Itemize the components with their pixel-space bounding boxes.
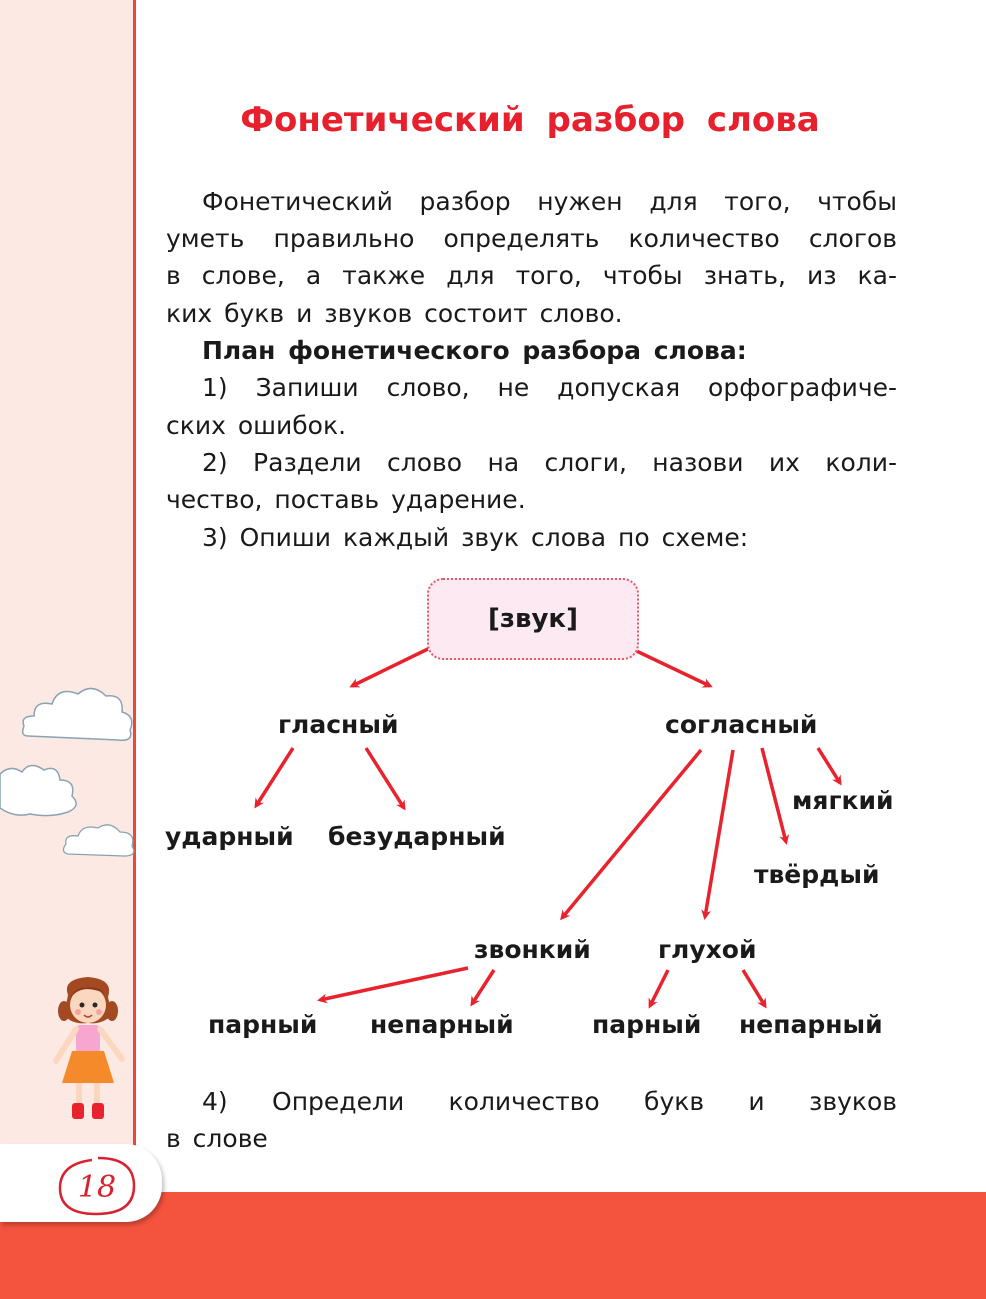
step-4-line-2: в слове xyxy=(166,1124,268,1153)
step-1-line-2: ских ошибок. xyxy=(166,411,347,440)
arrow-icon xyxy=(762,748,786,842)
page-number: 18 xyxy=(77,1169,117,1205)
voiced-paired-node: парный xyxy=(208,1010,318,1039)
intro-line-2: уметь правильно определять количество слогов xyxy=(166,224,897,253)
arrow-icon xyxy=(743,970,765,1006)
voiceless-unpaired-node: непарный xyxy=(739,1010,883,1039)
arrow-icon xyxy=(352,647,432,686)
step-3-line: 3) Опиши каждый звук слова по схеме: xyxy=(202,523,749,552)
voiceless-node: глухой xyxy=(658,935,757,964)
voiced-node: звонкий xyxy=(474,935,591,964)
consonant-node: согласный xyxy=(665,710,818,739)
plan-heading: План фонетического разбора слова: xyxy=(202,336,747,365)
arrow-icon xyxy=(650,970,668,1006)
step-4-line-1: 4) Определи количество букв и звуков xyxy=(202,1087,897,1116)
page-title: Фонетический разбор слова xyxy=(240,100,820,140)
step-1-line-1: 1) Запиши слово, не допуская орфографиче- xyxy=(202,373,897,402)
intro-line-1: Фонетический разбор нужен для того, чтобы xyxy=(202,187,897,216)
arrow-icon xyxy=(562,750,701,918)
arrow-icon xyxy=(705,750,733,917)
vowel-node: гласный xyxy=(278,710,399,739)
arrow-icon xyxy=(366,748,404,808)
arrow-icon xyxy=(818,748,840,783)
unstressed-node: безударный xyxy=(328,822,506,851)
arrow-icon xyxy=(628,647,710,686)
soft-node: мягкий xyxy=(792,786,894,815)
step-2-line-2: чество, поставь ударение. xyxy=(166,485,526,514)
stressed-node: ударный xyxy=(165,822,294,851)
voiceless-paired-node: парный xyxy=(592,1010,702,1039)
intro-line-4: ких букв и звуков состоит слово. xyxy=(166,299,623,328)
intro-line-3: в слове, а также для того, чтобы знать, из ка- xyxy=(166,261,897,290)
arrow-icon xyxy=(256,748,293,806)
arrow-icon xyxy=(320,968,468,1000)
hard-node: твёрдый xyxy=(754,860,880,889)
step-2-line-1: 2) Раздели слово на слоги, назови их коли- xyxy=(202,448,897,477)
arrow-icon xyxy=(472,970,494,1004)
voiced-unpaired-node: непарный xyxy=(370,1010,514,1039)
sound-node: [звук] xyxy=(427,578,639,660)
